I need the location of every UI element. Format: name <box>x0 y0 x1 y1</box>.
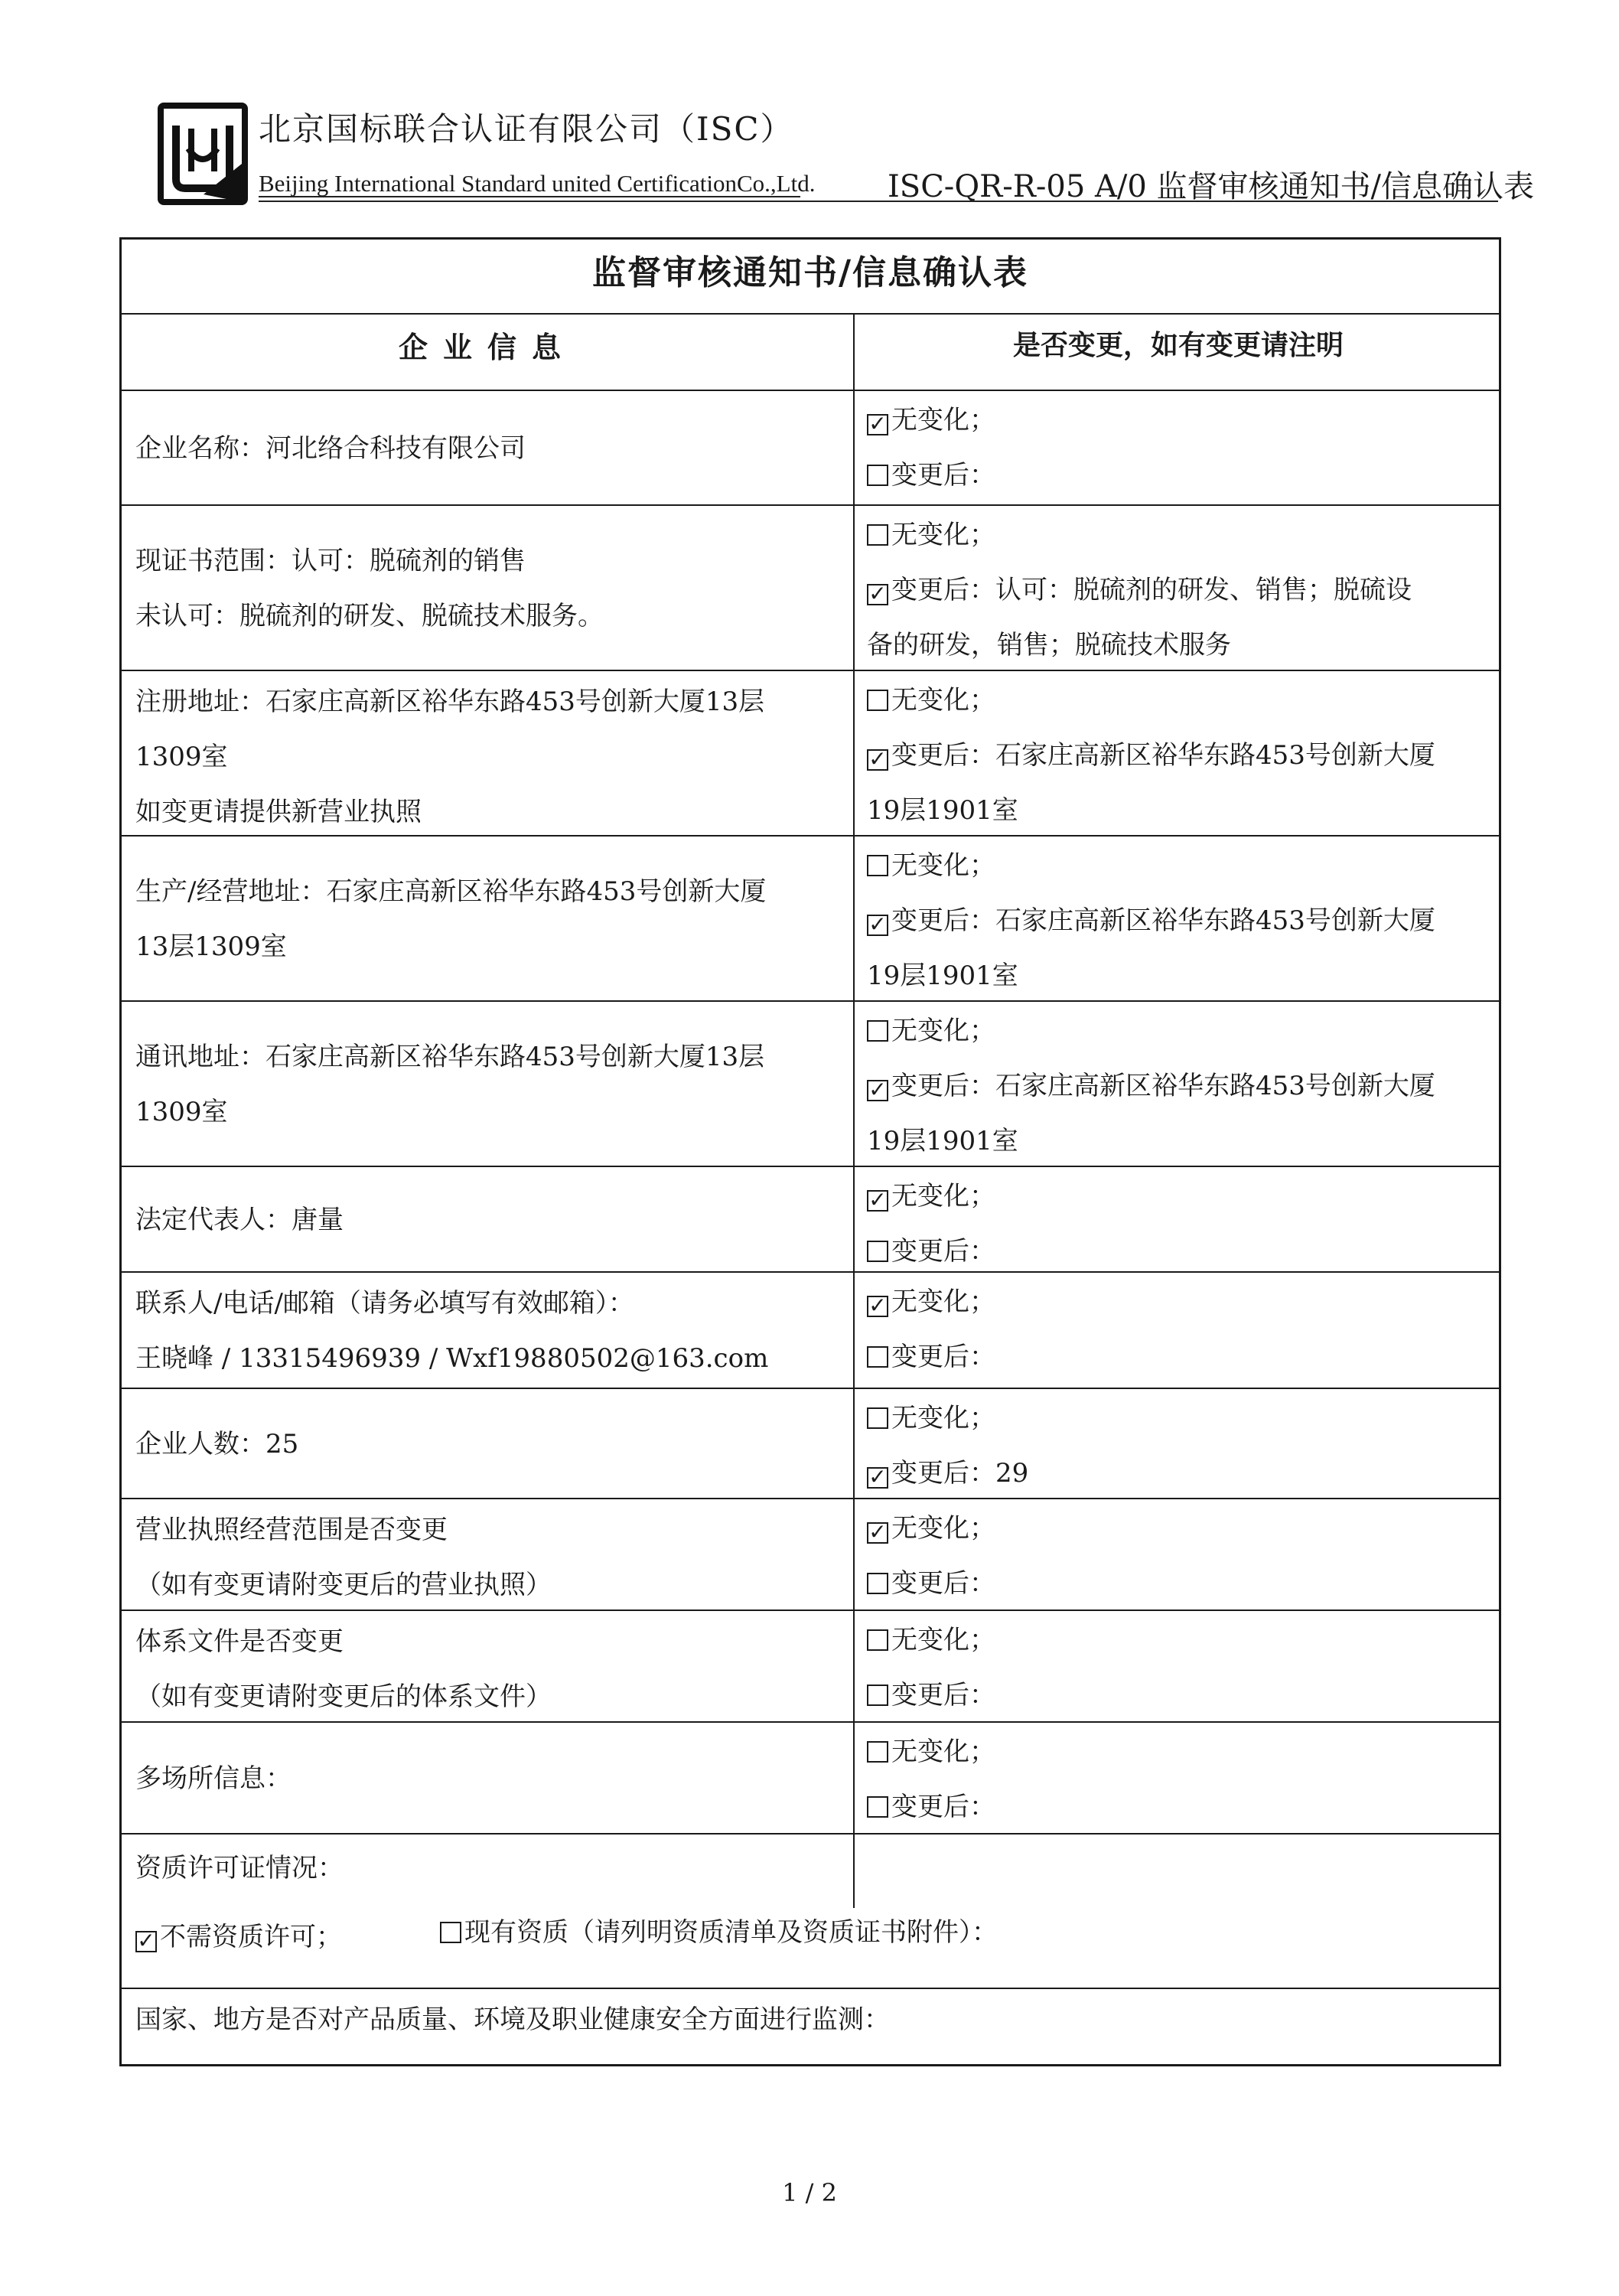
header-rule <box>259 201 1498 202</box>
change-option-label: 无变化； <box>891 1181 995 1212</box>
form-row <box>122 1721 1499 1835</box>
info-line: 1309室 <box>135 1097 228 1127</box>
change-option-label: 19层1901室 <box>867 960 1018 991</box>
enterprise-info-cell <box>135 1751 847 1806</box>
change-cell <box>867 1724 1494 1835</box>
change-option[interactable] <box>867 1613 1494 1668</box>
change-detail-line <box>867 1114 1494 1169</box>
change-option-label: 19层1901室 <box>867 795 1018 826</box>
checkbox-checked[interactable]: ✓ <box>867 1296 888 1317</box>
change-cell <box>867 838 1494 1003</box>
change-option-label: 无变化； <box>891 520 995 550</box>
info-line: （如有变更请附变更后的营业执照） <box>135 1570 552 1600</box>
form-row <box>122 670 1499 837</box>
change-option-label: 变更后： <box>891 1680 995 1711</box>
info-line: 生产/经营地址：石家庄高新区裕华东路453号创新大厦 <box>135 876 767 907</box>
enterprise-info-cell <box>135 1417 847 1472</box>
change-option[interactable] <box>867 1003 1494 1058</box>
checkbox-empty[interactable] <box>867 465 888 486</box>
checkbox-checked[interactable]: ✓ <box>867 414 888 435</box>
change-option-label: 备的研发，销售；脱硫技术服务 <box>867 630 1231 660</box>
change-cell <box>867 1274 1494 1384</box>
form-row <box>122 1000 1499 1167</box>
info-line: 法定代表人：唐量 <box>135 1205 344 1235</box>
change-option-label: 无变化； <box>891 685 995 716</box>
change-option-label: 无变化； <box>891 1403 995 1433</box>
change-option[interactable] <box>867 838 1494 893</box>
change-cell <box>867 1169 1494 1279</box>
change-option[interactable] <box>867 893 1494 948</box>
change-option[interactable] <box>867 1329 1494 1384</box>
checkbox-checked[interactable]: ✓ <box>867 584 888 605</box>
change-option-label: 无变化； <box>891 1016 995 1046</box>
change-option-label: 无变化； <box>891 405 995 435</box>
change-option[interactable] <box>867 1779 1494 1835</box>
form-row <box>122 1271 1499 1389</box>
change-option[interactable] <box>867 1556 1494 1611</box>
info-line: 王晓峰 / 13315496939 / Wxf19880502@163.com <box>135 1343 769 1374</box>
change-cell <box>867 673 1494 838</box>
change-option-label: 无变化； <box>891 1737 995 1767</box>
info-line: 注册地址：石家庄高新区裕华东路453号创新大厦13层 <box>135 687 765 717</box>
company-name-en: Beijing International Standard united CertificationCo.,Ltd. <box>259 170 816 197</box>
change-cell <box>867 1391 1494 1501</box>
info-line: 未认可：脱硫剂的研发、脱硫技术服务。 <box>135 601 604 631</box>
checkbox-empty[interactable] <box>867 1020 888 1042</box>
change-option[interactable] <box>867 1274 1494 1329</box>
change-detail-line <box>867 948 1494 1003</box>
change-option-label: 无变化； <box>891 1513 995 1544</box>
change-option[interactable] <box>867 1169 1494 1224</box>
checkbox-checked[interactable]: ✓ <box>867 915 888 936</box>
enterprise-info-cell <box>135 1614 847 1724</box>
checkbox-checked[interactable]: ✓ <box>867 1080 888 1101</box>
change-detail-line <box>867 783 1494 838</box>
change-option[interactable] <box>867 393 1494 448</box>
column-header-change: 是否变更，如有变更请注明 <box>1012 329 1344 361</box>
change-option[interactable] <box>867 1058 1494 1114</box>
change-option[interactable] <box>867 1391 1494 1446</box>
confirmation-form <box>119 237 1501 2066</box>
change-cell <box>867 507 1494 673</box>
info-line: 体系文件是否变更 <box>135 1626 344 1657</box>
qual-option-existing[interactable]: 现有资质（请列明资质清单及资质证书附件）： <box>440 1911 998 1949</box>
checkbox-checked[interactable]: ✓ <box>867 1467 888 1489</box>
change-option-label: 变更后： <box>891 1342 995 1372</box>
info-line: 13层1309室 <box>135 931 287 962</box>
checkbox-empty[interactable] <box>867 1629 888 1651</box>
checkbox-empty[interactable] <box>867 1796 888 1818</box>
page-number: 1 / 2 <box>782 2178 837 2207</box>
change-cell <box>867 1613 1494 1723</box>
info-line: 多场所信息： <box>135 1763 292 1794</box>
checkbox-empty[interactable] <box>867 1407 888 1429</box>
document-code: ISC-QR-R-05 A/0 监督审核通知书/信息确认表 <box>888 169 1534 204</box>
checkbox-empty[interactable] <box>867 855 888 876</box>
enterprise-info-cell <box>135 421 847 476</box>
monitoring-row <box>122 1988 1499 1989</box>
company-name-cn: 北京国标联合认证有限公司（ISC） <box>259 110 794 148</box>
change-cell <box>867 1501 1494 1611</box>
change-option[interactable] <box>867 728 1494 783</box>
info-line: 企业人数：25 <box>135 1429 299 1459</box>
info-line: 企业名称：河北络合科技有限公司 <box>135 433 526 464</box>
form-row <box>122 390 1499 506</box>
change-option-label: 变更后：石家庄高新区裕华东路453号创新大厦 <box>891 740 1435 771</box>
change-option[interactable] <box>867 1668 1494 1723</box>
change-option-label: 变更后： <box>891 460 995 491</box>
checkbox-empty[interactable] <box>440 1922 461 1943</box>
checkbox-checked[interactable]: ✓ <box>135 1931 157 1952</box>
checkbox-empty[interactable] <box>867 524 888 546</box>
change-option-label: 变更后：石家庄高新区裕华东路453号创新大厦 <box>891 1071 1435 1101</box>
checkbox-empty[interactable] <box>867 1741 888 1763</box>
qual-option-no-license[interactable]: ✓ 不需资质许可； <box>135 1916 342 1953</box>
change-option-label: 变更后：认可：脱硫剂的研发、销售；脱硫设 <box>891 575 1412 605</box>
change-cell <box>867 393 1494 503</box>
info-line: 如变更请提供新营业执照 <box>135 797 422 827</box>
info-line: 现证书范围：认可：脱硫剂的销售 <box>135 546 526 576</box>
checkbox-empty[interactable] <box>867 1346 888 1368</box>
info-line: 营业执照经营范围是否变更 <box>135 1515 448 1545</box>
change-option-label: 无变化； <box>891 1625 995 1655</box>
checkbox-checked[interactable]: ✓ <box>867 1190 888 1212</box>
change-option-label: 无变化； <box>891 1287 995 1317</box>
change-option[interactable] <box>867 673 1494 728</box>
qualification-row <box>122 1833 1499 1835</box>
form-row <box>122 1388 1499 1499</box>
checkbox-empty[interactable] <box>867 1241 888 1262</box>
info-line: 1309室 <box>135 742 228 772</box>
checkbox-checked[interactable]: ✓ <box>867 1522 888 1544</box>
enterprise-info-cell <box>135 1502 847 1613</box>
change-detail-line <box>867 618 1494 673</box>
change-option-label: 无变化； <box>891 850 995 881</box>
enterprise-info-cell <box>135 1276 847 1386</box>
change-option-label: 变更后：石家庄高新区裕华东路453号创新大厦 <box>891 905 1435 936</box>
checkbox-empty[interactable] <box>867 690 888 711</box>
change-option-label: 变更后： <box>891 1236 995 1267</box>
change-option[interactable] <box>867 1724 1494 1779</box>
info-line: （如有变更请附变更后的体系文件） <box>135 1681 552 1712</box>
change-option-label: 19层1901室 <box>867 1126 1018 1156</box>
column-header-enterprise-info: 企业信息 <box>398 330 576 364</box>
qualification-label: 资质许可证情况： <box>135 1853 344 1883</box>
checkbox-empty[interactable] <box>867 1573 888 1594</box>
form-row <box>122 1609 1499 1723</box>
form-title: 监督审核通知书/信息确认表 <box>122 240 1499 315</box>
change-option[interactable] <box>867 448 1494 503</box>
isc-logo <box>158 103 248 205</box>
checkbox-empty[interactable] <box>867 1684 888 1706</box>
header-underline <box>259 196 800 197</box>
checkbox-checked[interactable]: ✓ <box>867 749 888 771</box>
change-option[interactable] <box>867 1446 1494 1501</box>
form-row <box>122 1498 1499 1611</box>
change-option[interactable] <box>867 563 1494 618</box>
change-option[interactable] <box>867 1501 1494 1556</box>
enterprise-info-cell <box>135 674 847 840</box>
change-option-label: 变更后：29 <box>891 1458 1029 1489</box>
enterprise-info-cell <box>135 533 847 644</box>
form-row <box>122 504 1499 671</box>
enterprise-info-cell <box>135 864 847 974</box>
change-cell <box>867 1003 1494 1169</box>
change-option-label: 变更后： <box>891 1792 995 1822</box>
change-option[interactable] <box>867 507 1494 563</box>
monitoring-label: 国家、地方是否对产品质量、环境及职业健康安全方面进行监测： <box>135 2004 890 2035</box>
info-line: 联系人/电话/邮箱（请务必填写有效邮箱）： <box>135 1288 634 1319</box>
form-row <box>122 835 1499 1002</box>
change-option-label: 变更后： <box>891 1568 995 1599</box>
enterprise-info-cell <box>135 1192 847 1247</box>
enterprise-info-cell <box>135 1029 847 1140</box>
info-line: 通讯地址：石家庄高新区裕华东路453号创新大厦13层 <box>135 1042 765 1072</box>
form-row <box>122 1166 1499 1273</box>
